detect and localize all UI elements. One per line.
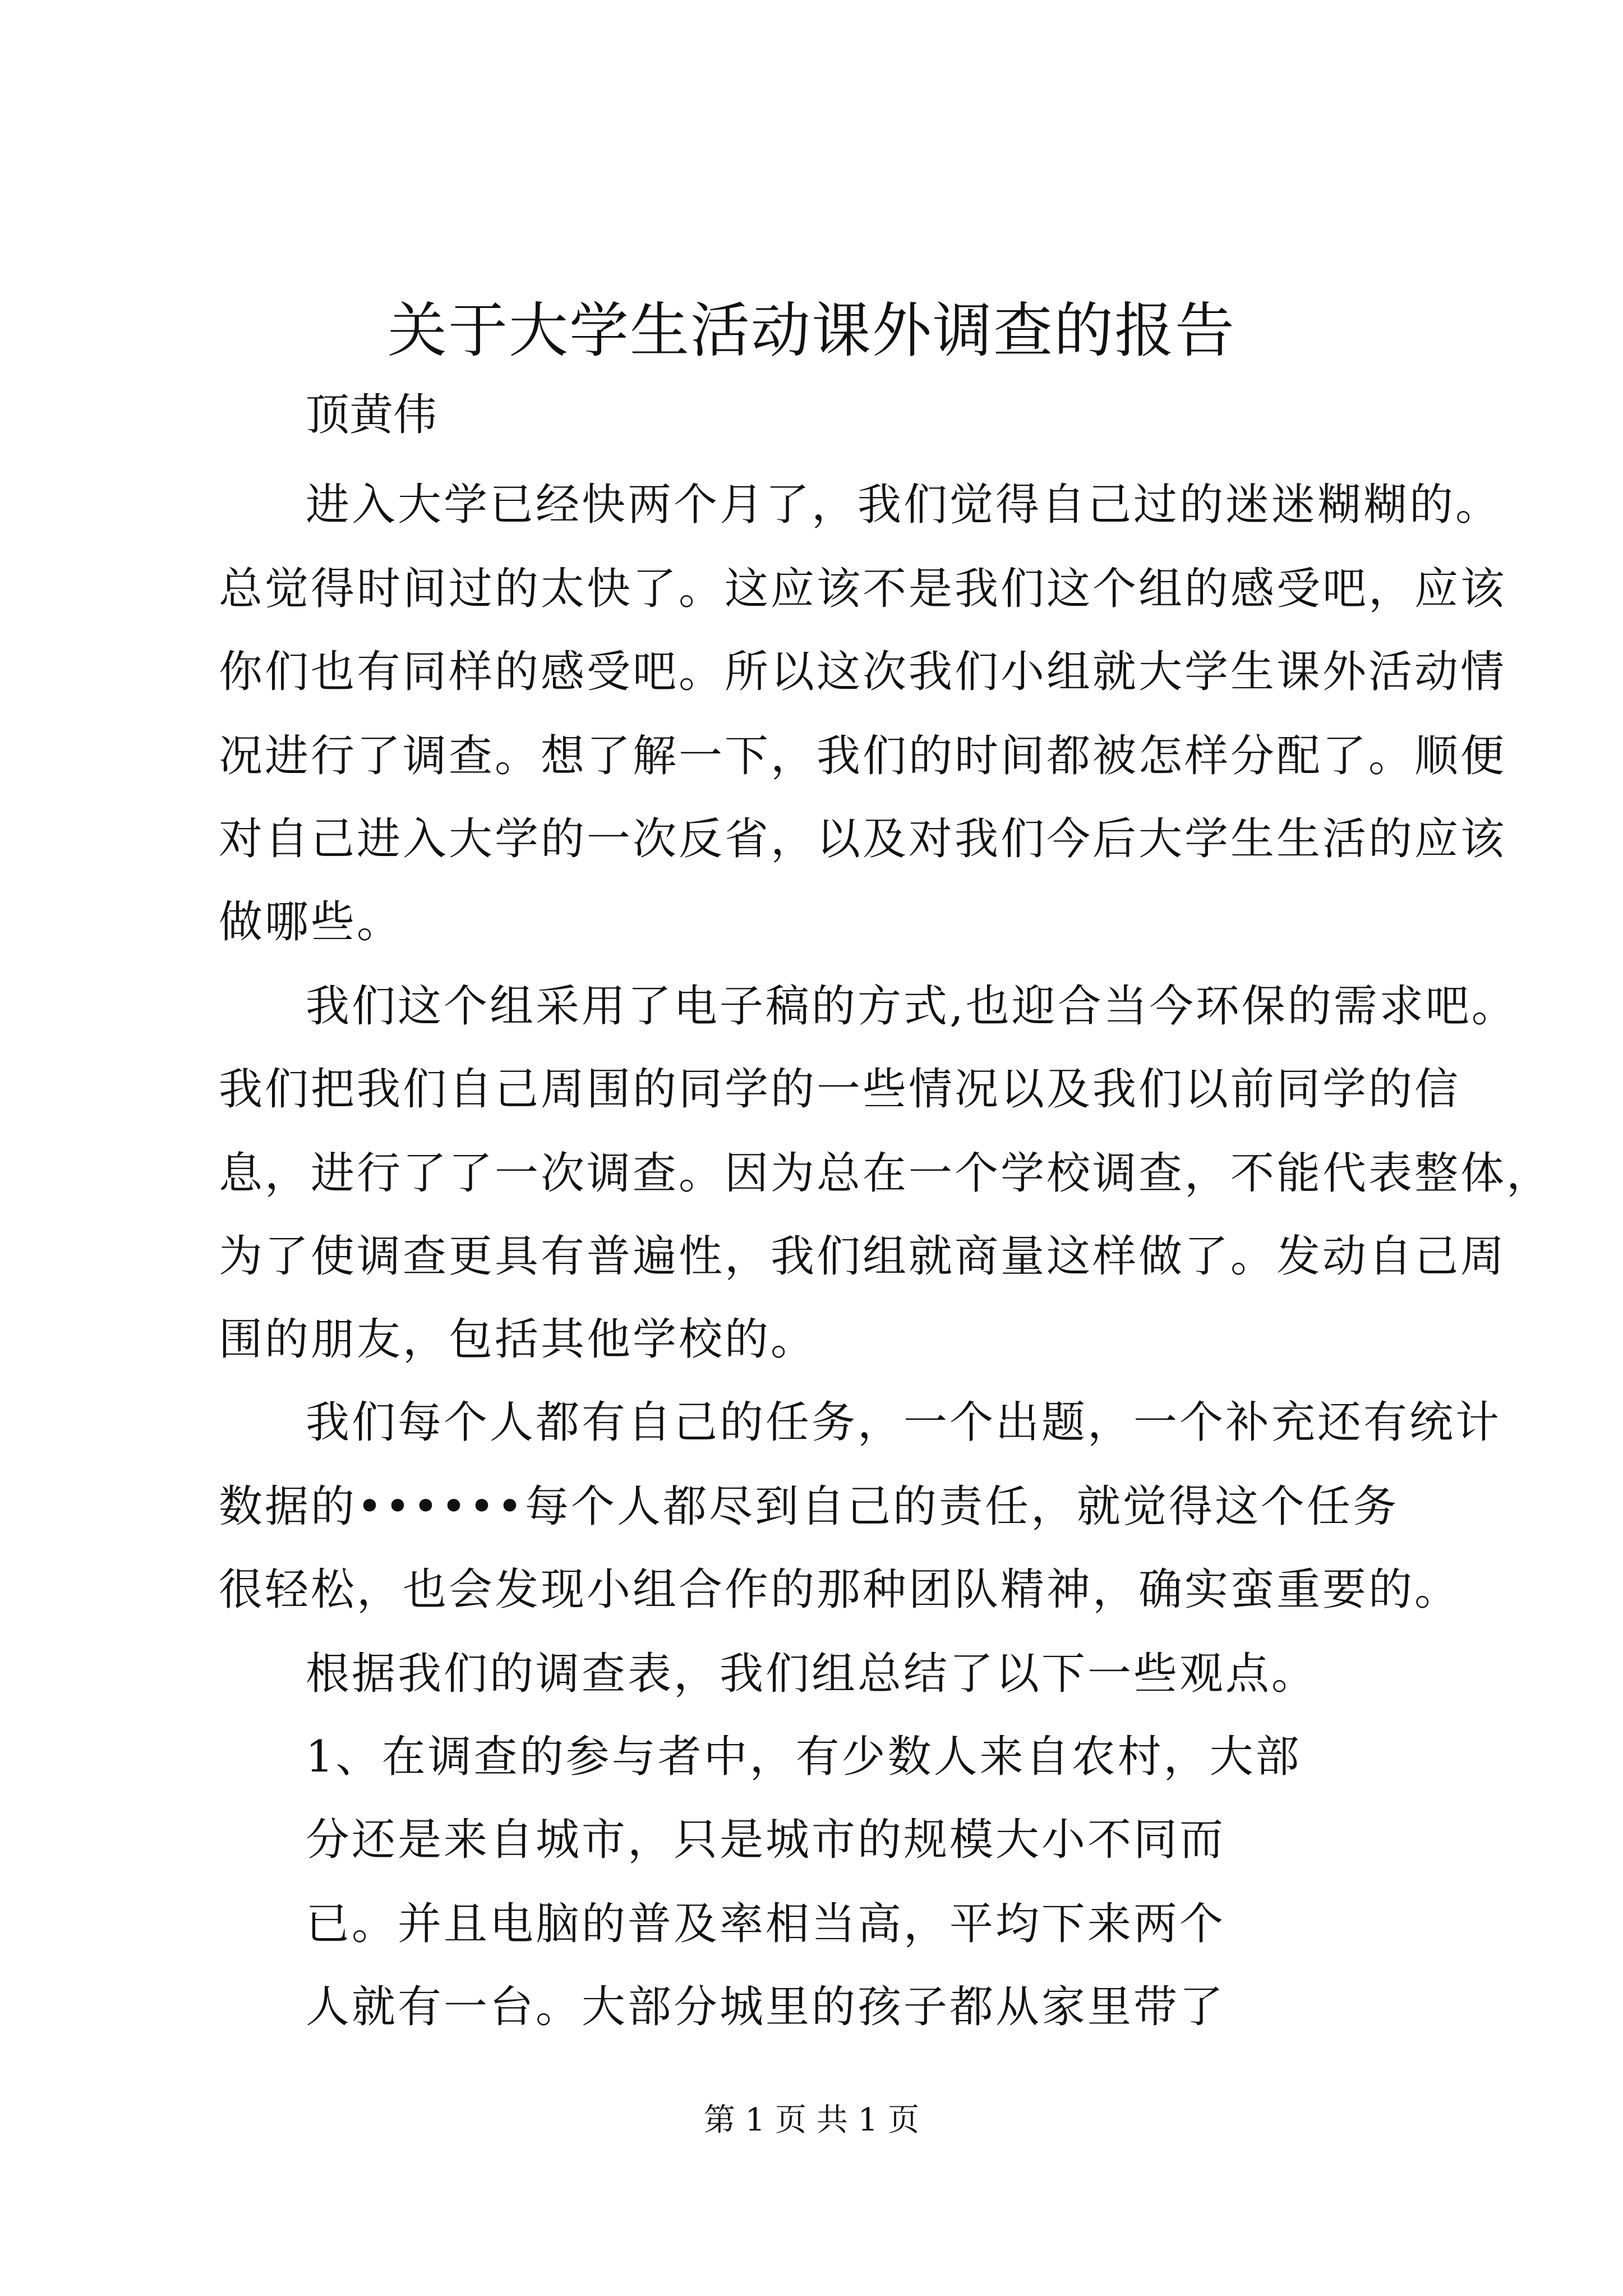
body-line: 我们这个组采用了电子稿的方式,也迎合当今环保的需求吧。: [306, 981, 1518, 1032]
body-line: 分还是来自城市，只是城市的规模大小不同而: [306, 1815, 1226, 1865]
body-line: 你们也有同样的感受吧。所以这次我们小组就大学生课外活动情: [219, 647, 1507, 697]
body-line: 我们每个人都有自己的任务，一个出题，一个补充还有统计: [306, 1397, 1502, 1448]
body-line: 很轻松，也会发现小组合作的那种团队精神，确实蛮重要的。: [219, 1565, 1461, 1615]
body-line: 人就有一台。大部分城里的孩子都从家里带了: [306, 1982, 1226, 2032]
author-name: 顶黄伟: [306, 390, 437, 440]
body-line: 已。并且电脑的普及率相当高，平均下来两个: [306, 1899, 1226, 1949]
body-line: 做哪些。: [219, 897, 403, 947]
body-line: 况进行了调查。想了解一下，我们的时间都被怎样分配了。顺便: [219, 731, 1507, 781]
body-line: 总觉得时间过的太快了。这应该不是我们这个组的感受吧，应该: [219, 564, 1507, 614]
body-line: 围的朋友，包括其他学校的。: [219, 1314, 817, 1365]
body-line: 根据我们的调查表，我们组总结了以下一些观点。: [306, 1649, 1318, 1699]
document-title: 关于大学生活动课外调查的报告: [388, 296, 1235, 365]
body-line: 1、在调查的参与者中，有少数人来自农村，大部: [306, 1732, 1302, 1782]
body-line: 进入大学已经快两个月了，我们觉得自己过的迷迷糊糊的。: [306, 480, 1502, 530]
page-number-footer: 第 1 页 共 1 页: [703, 2102, 920, 2138]
body-line: 对自己进入大学的一次反省，以及对我们今后大学生生活的应该: [219, 814, 1507, 864]
body-line: 息，进行了了一次调查。因为总在一个学校调查，不能代表整体，: [219, 1148, 1553, 1199]
body-line: 我们把我们自己周围的同学的一些情况以及我们以前同学的信: [219, 1064, 1461, 1115]
body-line: 数据的••••••每个人都尽到自己的责任，就觉得这个任务: [219, 1481, 1399, 1532]
body-line: 为了使调查更具有普遍性，我们组就商量这样做了。发动自己周: [219, 1231, 1507, 1282]
